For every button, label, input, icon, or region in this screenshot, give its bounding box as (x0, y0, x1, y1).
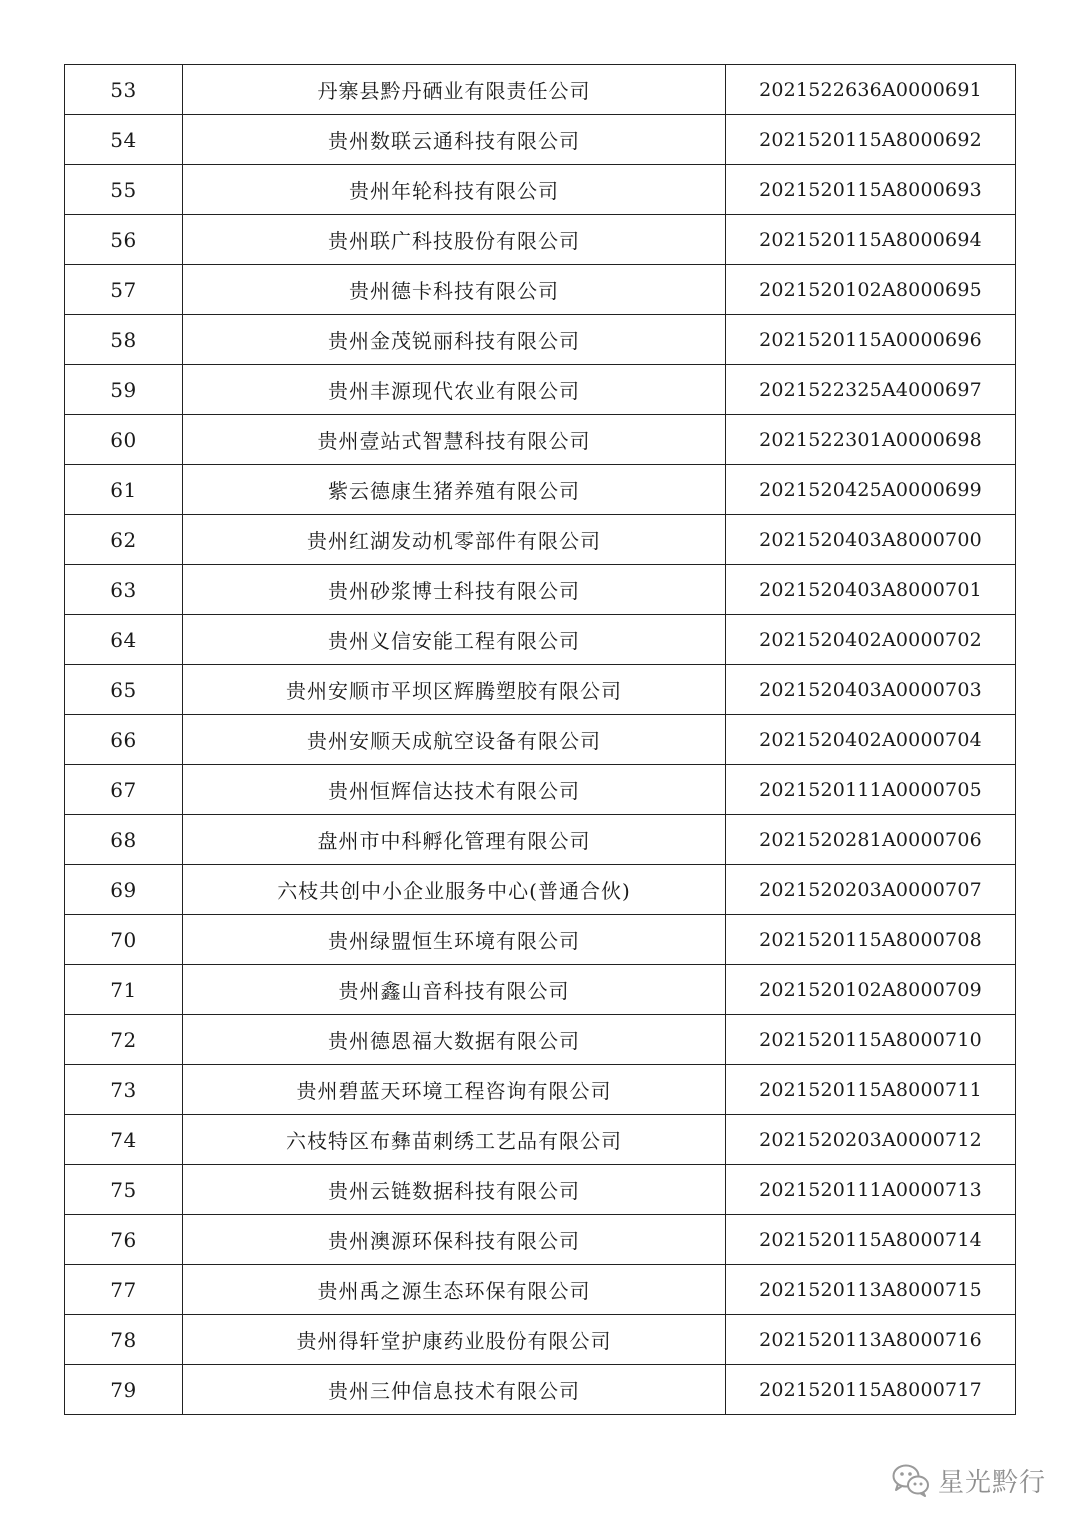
table-row (65, 1115, 1016, 1165)
company-name: 贵州禹之源生态环保有限公司 (183, 1265, 726, 1315)
company-name: 贵州德恩福大数据有限公司 (183, 1015, 726, 1065)
row-number: 62 (65, 515, 183, 565)
table-row (65, 115, 1016, 165)
company-list-table (64, 64, 1016, 1415)
registration-code: 2021520403A8000700 (726, 515, 1016, 565)
table-row (65, 1165, 1016, 1215)
registration-code: 2021520102A8000695 (726, 265, 1016, 315)
company-name: 贵州壹站式智慧科技有限公司 (183, 415, 726, 465)
row-number: 60 (65, 415, 183, 465)
company-name: 贵州砂浆博士科技有限公司 (183, 565, 726, 615)
table-row (65, 1315, 1016, 1365)
table-row (65, 565, 1016, 615)
registration-code: 2021520115A8000694 (726, 215, 1016, 265)
company-name: 贵州丰源现代农业有限公司 (183, 365, 726, 415)
row-number: 75 (65, 1165, 183, 1215)
table-row (65, 65, 1016, 115)
company-name: 贵州碧蓝天环境工程咨询有限公司 (183, 1065, 726, 1115)
row-number: 61 (65, 465, 183, 515)
row-number: 72 (65, 1015, 183, 1065)
table-row (65, 315, 1016, 365)
table-body (65, 65, 1016, 1415)
company-name: 贵州鑫山音科技有限公司 (183, 965, 726, 1015)
registration-code: 2021520113A8000715 (726, 1265, 1016, 1315)
company-name: 贵州三仲信息技术有限公司 (183, 1365, 726, 1415)
company-name: 贵州安顺天成航空设备有限公司 (183, 715, 726, 765)
registration-code: 2021520115A8000714 (726, 1215, 1016, 1265)
table-row (65, 415, 1016, 465)
table-row (65, 815, 1016, 865)
row-number: 57 (65, 265, 183, 315)
company-name: 贵州恒辉信达技术有限公司 (183, 765, 726, 815)
company-name: 紫云德康生猪养殖有限公司 (183, 465, 726, 515)
table-row (65, 215, 1016, 265)
registration-code: 2021520111A0000713 (726, 1165, 1016, 1215)
row-number: 63 (65, 565, 183, 615)
table-row (65, 665, 1016, 715)
watermark (892, 1460, 1046, 1500)
row-number: 68 (65, 815, 183, 865)
row-number: 78 (65, 1315, 183, 1365)
registration-code: 2021520115A8000692 (726, 115, 1016, 165)
watermark-text: 星光黔行 (937, 1467, 1046, 1498)
row-number: 69 (65, 865, 183, 915)
company-name: 丹寨县黔丹硒业有限责任公司 (183, 65, 726, 115)
registration-code: 2021520203A0000707 (726, 865, 1016, 915)
registration-code: 2021520115A8000711 (726, 1065, 1016, 1115)
company-name: 贵州金茂锐丽科技有限公司 (183, 315, 726, 365)
row-number: 67 (65, 765, 183, 815)
table-row (65, 365, 1016, 415)
row-number: 64 (65, 615, 183, 665)
table-row (65, 615, 1016, 665)
table-row (65, 265, 1016, 315)
registration-code: 2021520425A0000699 (726, 465, 1016, 515)
company-name: 六枝共创中小企业服务中心(普通合伙) (183, 865, 726, 915)
registration-code: 2021520111A0000705 (726, 765, 1016, 815)
row-number: 53 (65, 65, 183, 115)
company-name: 贵州联广科技股份有限公司 (183, 215, 726, 265)
registration-code: 2021520281A0000706 (726, 815, 1016, 865)
company-name: 贵州数联云通科技有限公司 (183, 115, 726, 165)
table-row (65, 965, 1016, 1015)
company-name: 贵州义信安能工程有限公司 (183, 615, 726, 665)
registration-code: 2021520115A0000696 (726, 315, 1016, 365)
table-row (65, 715, 1016, 765)
table-row (65, 765, 1016, 815)
registration-code: 2021522636A0000691 (726, 65, 1016, 115)
table-row (65, 515, 1016, 565)
row-number: 77 (65, 1265, 183, 1315)
registration-code: 2021520403A8000701 (726, 565, 1016, 615)
table-row (65, 165, 1016, 215)
company-name: 贵州德卡科技有限公司 (183, 265, 726, 315)
registration-code: 2021520115A8000717 (726, 1365, 1016, 1415)
row-number: 66 (65, 715, 183, 765)
row-number: 56 (65, 215, 183, 265)
company-name: 贵州云链数据科技有限公司 (183, 1165, 726, 1215)
company-name: 贵州红湖发动机零部件有限公司 (183, 515, 726, 565)
wechat-icon (892, 1463, 930, 1497)
registration-code: 2021522325A4000697 (726, 365, 1016, 415)
row-number: 76 (65, 1215, 183, 1265)
table-row (65, 1065, 1016, 1115)
registration-code: 2021520102A8000709 (726, 965, 1016, 1015)
row-number: 70 (65, 915, 183, 965)
row-number: 54 (65, 115, 183, 165)
registration-code: 2021520115A8000693 (726, 165, 1016, 215)
table-row (65, 1215, 1016, 1265)
row-number: 65 (65, 665, 183, 715)
registration-code: 2021520113A8000716 (726, 1315, 1016, 1365)
company-name: 盘州市中科孵化管理有限公司 (183, 815, 726, 865)
row-number: 71 (65, 965, 183, 1015)
registration-code: 2021520115A8000710 (726, 1015, 1016, 1065)
table-row (65, 1265, 1016, 1315)
row-number: 73 (65, 1065, 183, 1115)
table-row (65, 1365, 1016, 1415)
table-row (65, 465, 1016, 515)
registration-code: 2021520115A8000708 (726, 915, 1016, 965)
table-row (65, 1015, 1016, 1065)
row-number: 58 (65, 315, 183, 365)
company-name: 贵州澳源环保科技有限公司 (183, 1215, 726, 1265)
company-list-table-wrap (64, 64, 1015, 1415)
company-name: 贵州绿盟恒生环境有限公司 (183, 915, 726, 965)
row-number: 59 (65, 365, 183, 415)
registration-code: 2021520402A0000704 (726, 715, 1016, 765)
table-row (65, 915, 1016, 965)
table-row (65, 865, 1016, 915)
registration-code: 2021520403A0000703 (726, 665, 1016, 715)
registration-code: 2021520203A0000712 (726, 1115, 1016, 1165)
company-name: 贵州安顺市平坝区辉腾塑胶有限公司 (183, 665, 726, 715)
registration-code: 2021520402A0000702 (726, 615, 1016, 665)
row-number: 79 (65, 1365, 183, 1415)
company-name: 贵州得轩堂护康药业股份有限公司 (183, 1315, 726, 1365)
company-name: 贵州年轮科技有限公司 (183, 165, 726, 215)
company-name: 六枝特区布彝苗刺绣工艺品有限公司 (183, 1115, 726, 1165)
registration-code: 2021522301A0000698 (726, 415, 1016, 465)
row-number: 55 (65, 165, 183, 215)
row-number: 74 (65, 1115, 183, 1165)
